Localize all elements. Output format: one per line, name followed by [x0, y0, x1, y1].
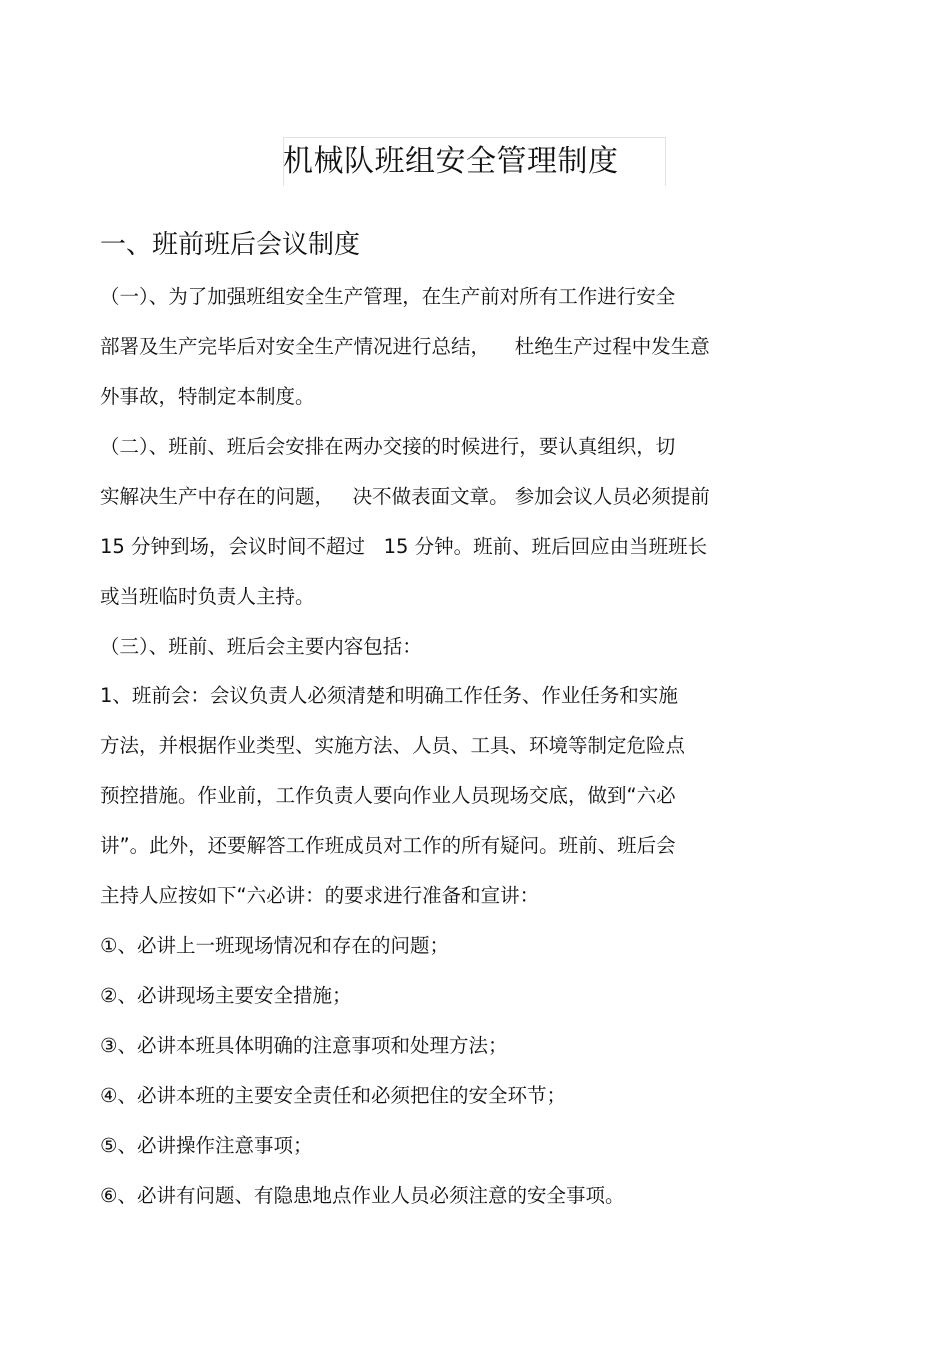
- body-line-1: （一）、为了加强班组安全生产管理，在生产前对所有工作进行安全: [100, 285, 676, 308]
- document-title: 机械队班组安全管理制度: [283, 144, 619, 179]
- body-line-5: 实解决生产中存在的问题， 决不做表面文章。 参加会议人员必须提前: [100, 485, 710, 508]
- list-item-2: ②、必讲现场主要安全措施；: [100, 984, 352, 1007]
- body-line-2: 部署及生产完毕后对安全生产情况进行总结， 杜绝生产过程中发生意: [100, 335, 710, 358]
- list-item-6: ⑥、必讲有问题、有隐患地点作业人员必须注意的安全事项。: [100, 1184, 625, 1207]
- list-item-1: ①、必讲上一班现场情况和存在的问题；: [100, 934, 449, 957]
- body-line-7: 或当班临时负责人主持。: [100, 585, 315, 608]
- body-line-12: 讲”。此外，还要解答工作班成员对工作的所有疑问。班前、班后会: [100, 834, 676, 857]
- section-heading: 一、班前班后会议制度: [100, 230, 361, 260]
- list-item-3: ③、必讲本班具体明确的注意事项和处理方法；: [100, 1034, 508, 1057]
- body-line-10: 方法，并根据作业类型、实施方法、人员、工具、环境等制定危险点: [100, 734, 686, 757]
- body-line-6: 15 分钟到场，会议时间不超过 15 分钟。班前、班后回应由当班班长: [100, 535, 708, 558]
- body-line-8: （三）、班前、班后会主要内容包括：: [100, 635, 422, 658]
- body-line-13: 主持人应按如下“六必讲：的要求进行准备和宣讲：: [100, 884, 540, 907]
- body-line-4: （二）、班前、班后会安排在两办交接的时候进行，要认真组织，切: [100, 435, 676, 458]
- body-line-9: 1、班前会：会议负责人必须清楚和明确工作任务、作业任务和实施: [100, 684, 678, 707]
- body-line-11: 预控措施。作业前，工作负责人要向作业人员现场交底，做到“六必: [100, 784, 676, 807]
- list-item-4: ④、必讲本班的主要安全责任和必须把住的安全环节；: [100, 1084, 566, 1107]
- list-item-5: ⑤、必讲操作注意事项；: [100, 1134, 313, 1157]
- body-line-3: 外事故，特制定本制度。: [100, 385, 315, 408]
